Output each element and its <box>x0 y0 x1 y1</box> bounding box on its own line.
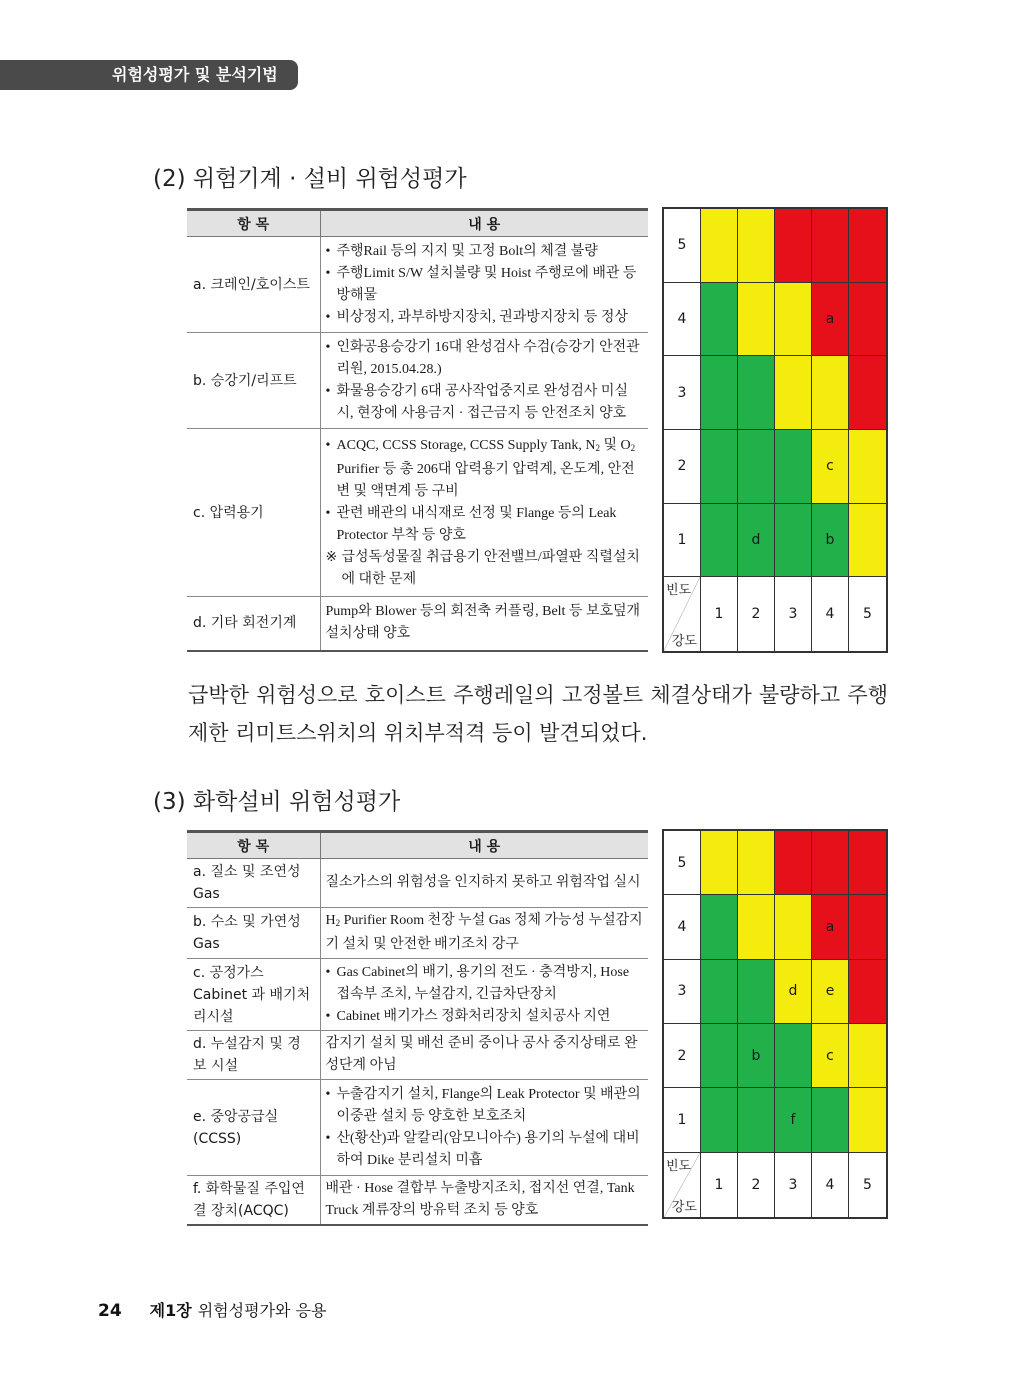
header-tab-label: 위험성평가 및 분석기법 <box>112 65 278 84</box>
row-content <box>320 429 648 597</box>
risk-mark: f <box>790 1111 796 1128</box>
risk-cell <box>701 895 738 959</box>
row-content: 질소가스의 위험성을 인지하지 못하고 위험작업 실시 <box>320 859 648 908</box>
row-content <box>320 237 648 333</box>
chapter-title: 위험성평가와 응용 <box>197 1301 327 1320</box>
frequency-label: 5 <box>863 606 872 623</box>
risk-cell <box>775 504 812 578</box>
risk-cell <box>849 831 886 895</box>
risk-cell <box>701 831 738 895</box>
risk-cell <box>738 209 775 283</box>
row-content: 감지기 설치 및 배선 준비 중이나 공사 중지상태로 완성단계 아님 <box>320 1031 648 1080</box>
risk-cell <box>701 960 738 1024</box>
frequency-axis-label: 빈도 <box>666 583 692 599</box>
frequency-label: 1 <box>701 577 738 651</box>
bullet: • 인화공용승강기 16대 완성검사 수검(승강기 안전관리원, 2015.04.28.) <box>326 337 645 381</box>
frequency-label: 4 <box>812 577 849 651</box>
risk-matrix-1 <box>662 207 888 653</box>
severity-label: 3 <box>664 356 701 430</box>
risk-cell <box>812 1088 849 1152</box>
risk-mark: a <box>825 310 835 327</box>
risk-cell <box>738 1024 775 1088</box>
frequency-label: 3 <box>775 577 812 651</box>
header-content: 내 용 <box>320 832 648 859</box>
risk-cell <box>849 504 886 578</box>
risk-cell <box>849 356 886 430</box>
risk-cell <box>849 960 886 1024</box>
table-row <box>187 859 648 908</box>
subscript: 2 <box>595 442 600 453</box>
row-content: Pump와 Blower 등의 회전축 커플링, Belt 등 보호덮개 설치상태 양호 <box>320 597 648 651</box>
table-row <box>187 1031 648 1080</box>
risk-cell <box>849 895 886 959</box>
table-header-row <box>187 210 648 237</box>
section2-table <box>187 208 648 652</box>
severity-label: 3 <box>664 960 701 1024</box>
severity-label: 1 <box>664 504 701 578</box>
row-content <box>320 908 648 959</box>
risk-cell <box>701 356 738 430</box>
bullet: • Gas Cabinet의 배기, 용기의 전도 · 충격방지, Hose 접속부 조치, 누설감지, 긴급차단장치 <box>326 962 645 1006</box>
risk-cell <box>849 209 886 283</box>
text-fragment: H <box>325 913 336 928</box>
risk-mark: d <box>788 983 798 1000</box>
row-item: c. 공정가스 Cabinet 과 배기처리시설 <box>187 959 320 1031</box>
row-item: a. 크레인/호이스트 <box>187 237 320 333</box>
risk-cell <box>849 283 886 357</box>
bullet: • 주행Rail 등의 지지 및 고정 Bolt의 체결 불량 <box>326 241 645 263</box>
body-paragraph: 급박한 위험성으로 호이스트 주행레일의 고정볼트 체결상태가 불량하고 주행제한 리미트스위치의 위치부적격 등이 발견되었다. <box>188 683 888 745</box>
risk-cell <box>812 895 849 959</box>
risk-mark: c <box>826 458 834 475</box>
risk-mark: b <box>825 531 835 548</box>
table-header-row <box>187 832 648 859</box>
risk-mark: c <box>826 1047 834 1064</box>
subscript: 2 <box>335 918 341 928</box>
severity-label: 4 <box>664 283 701 357</box>
risk-cell <box>812 1024 849 1088</box>
table-row <box>187 429 648 597</box>
note: ※ 급성독성물질 취급용기 안전밸브/파열판 직렬설치에 대한 문제 <box>326 547 645 591</box>
risk-cell <box>775 1024 812 1088</box>
frequency-label: 2 <box>738 1153 775 1217</box>
table-row <box>187 237 648 333</box>
risk-mark: e <box>825 983 835 1000</box>
row-content <box>320 959 648 1031</box>
severity-axis-label: 강도 <box>671 1200 697 1215</box>
bullet: • 관련 배관의 내식재로 선정 및 Flange 등의 Leak Protector 부착 등 양호 <box>326 503 645 547</box>
row-item: d. 기타 회전기계 <box>187 597 320 651</box>
text-fragment: Purifier 등 총 206대 압력용기 압력계, 온도계, 안전변 및 액면계 등 구비 <box>336 461 635 499</box>
text-fragment: 및 O <box>599 437 631 453</box>
risk-cell <box>701 283 738 357</box>
table-row <box>187 908 648 959</box>
risk-cell <box>812 283 849 357</box>
risk-cell <box>738 504 775 578</box>
frequency-label: 3 <box>775 1153 812 1217</box>
risk-cell <box>738 895 775 959</box>
risk-cell <box>775 209 812 283</box>
risk-cell <box>812 831 849 895</box>
header-content: 내 용 <box>320 210 648 237</box>
matrix-corner <box>664 577 701 651</box>
row-item: f. 화학물질 주입연결 장치(ACQC) <box>187 1176 320 1226</box>
severity-label: 4 <box>664 895 701 959</box>
risk-cell <box>775 831 812 895</box>
risk-cell <box>775 356 812 430</box>
bullet: • 주행Limit S/W 설치불량 및 Hoist 주행로에 배관 등 방해물 <box>326 263 645 307</box>
risk-cell <box>738 960 775 1024</box>
risk-cell <box>775 430 812 504</box>
risk-cell <box>701 1024 738 1088</box>
risk-mark: d <box>751 531 761 548</box>
risk-mark: b <box>751 1047 761 1064</box>
frequency-label: 2 <box>738 577 775 651</box>
risk-cell <box>738 430 775 504</box>
table-row <box>187 1176 648 1226</box>
row-content <box>320 1080 648 1176</box>
risk-cell <box>701 504 738 578</box>
frequency-label: 4 <box>812 1153 849 1217</box>
severity-label: 5 <box>664 831 701 895</box>
chapter-header-tab <box>0 60 298 90</box>
risk-cell <box>849 1088 886 1152</box>
header-item: 항 목 <box>187 210 320 237</box>
bullet: • 산(황산)과 알칼리(암모니아수) 용기의 누설에 대비하여 Dike 분리설치 미흡 <box>326 1128 645 1172</box>
row-item: a. 질소 및 조연성 Gas <box>187 859 320 908</box>
bullet: • 화물용승강기 6대 공사작업중지로 완성검사 미실시, 현장에 사용금지 · 접근금지 등 안전조치 양호 <box>326 381 645 425</box>
risk-matrix-2 <box>662 829 888 1219</box>
risk-cell <box>812 209 849 283</box>
risk-cell <box>775 283 812 357</box>
row-item: e. 중앙공급실 (CCSS) <box>187 1080 320 1176</box>
frequency-label: 1 <box>701 1153 738 1217</box>
text-fragment: Purifier Room 천장 누설 Gas 정체 가능성 누설감지기 설치 및 안전한 배기조치 강구 <box>325 913 643 952</box>
row-content: 배관 · Hose 결합부 누출방지조치, 접지선 연결, Tank Truck 계류장의 방유턱 조치 등 양호 <box>320 1176 648 1226</box>
page-footer <box>98 1298 326 1321</box>
frequency-label: 5 <box>863 1176 872 1193</box>
risk-cell <box>738 283 775 357</box>
header-item: 항 목 <box>187 832 320 859</box>
risk-mark: a <box>825 918 835 935</box>
risk-cell <box>701 209 738 283</box>
table-row <box>187 959 648 1031</box>
risk-cell <box>738 356 775 430</box>
bullet: • 누출감지기 설치, Flange의 Leak Protector 및 배관의 이중관 설치 등 양호한 보호조치 <box>326 1084 645 1128</box>
row-item: d. 누설감지 및 경보 시설 <box>187 1031 320 1080</box>
chapter-number: 제1장 <box>149 1301 192 1320</box>
risk-cell <box>812 430 849 504</box>
risk-cell <box>812 960 849 1024</box>
severity-label: 5 <box>664 209 701 283</box>
risk-cell <box>701 1088 738 1152</box>
risk-cell <box>849 1024 886 1088</box>
risk-cell <box>775 1088 812 1152</box>
matrix-corner <box>664 1153 701 1217</box>
table-row <box>187 597 648 651</box>
row-item: b. 승강기/리프트 <box>187 333 320 429</box>
bullet: • 비상정지, 과부하방지장치, 권과방지장치 등 정상 <box>326 307 645 329</box>
section3-table <box>187 830 648 1226</box>
text-fragment: ACQC, CCSS Storage, CCSS Supply Tank, N <box>336 437 596 453</box>
risk-cell <box>701 430 738 504</box>
bullet <box>326 435 645 503</box>
subscript: 2 <box>630 442 636 453</box>
table-row <box>187 333 648 429</box>
row-content <box>320 333 648 429</box>
risk-cell <box>738 1088 775 1152</box>
bullet: • Cabinet 배기가스 정화처리장치 설치공사 지연 <box>326 1006 645 1028</box>
risk-cell <box>812 356 849 430</box>
severity-label: 2 <box>664 430 701 504</box>
row-item: b. 수소 및 가연성 Gas <box>187 908 320 959</box>
risk-cell <box>812 504 849 578</box>
severity-label: 1 <box>664 1088 701 1152</box>
severity-axis-label: 강도 <box>671 633 697 649</box>
page-number: 24 <box>98 1301 122 1321</box>
risk-cell <box>775 960 812 1024</box>
section3-title: (3) 화학설비 위험성평가 <box>153 789 401 815</box>
section2-title: (2) 위험기계 · 설비 위험성평가 <box>153 166 467 192</box>
risk-cell <box>775 895 812 959</box>
table-row <box>187 1080 648 1176</box>
severity-label: 2 <box>664 1024 701 1088</box>
risk-cell <box>849 430 886 504</box>
risk-cell <box>738 831 775 895</box>
frequency-axis-label: 빈도 <box>666 1158 692 1174</box>
row-item: c. 압력용기 <box>187 429 320 597</box>
